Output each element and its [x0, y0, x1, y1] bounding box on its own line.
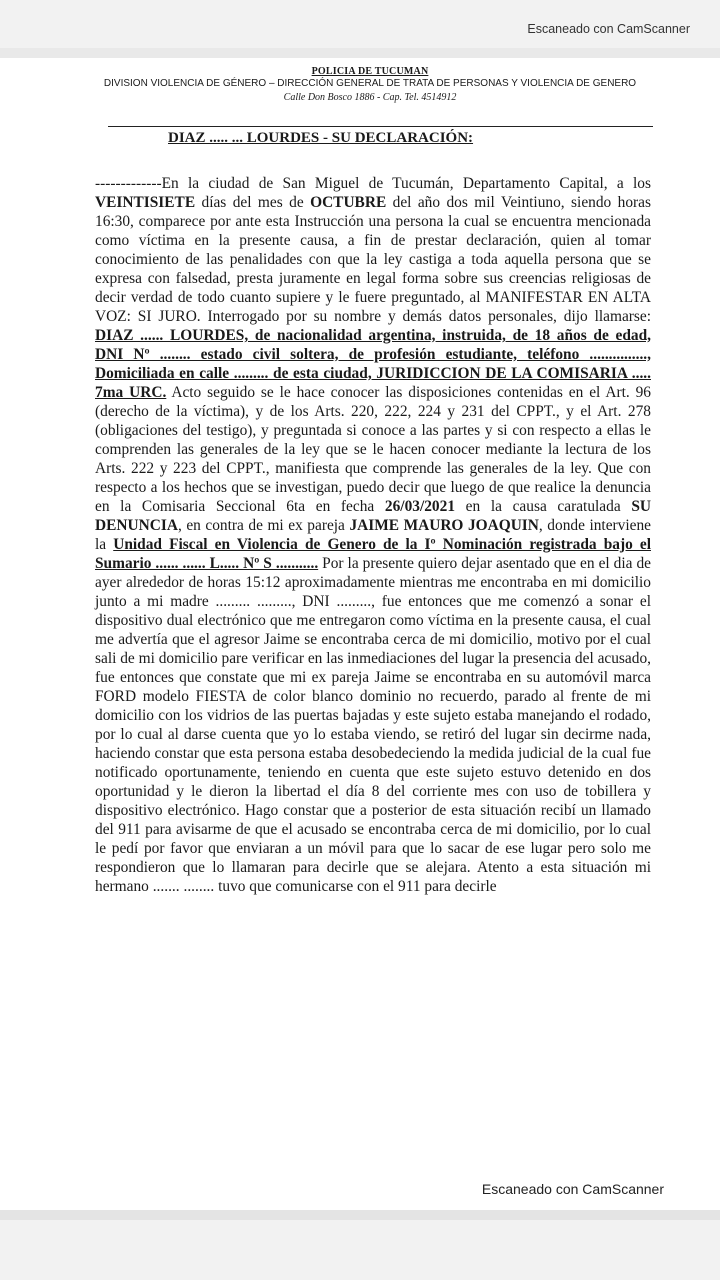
document-header	[90, 66, 650, 104]
body-intro: -------------En la ciudad de San Miguel de Tucumán, Departamento Capital, a los	[95, 175, 651, 192]
body-text-8: Por la presente quiero dejar asentado que en el dia de ayer alrededor de horas 15:12 aproximadamente mientras me encontraba en mi domicilio junto a mi madre ......... ........., DNI ........., fue entonces que me comenzó a sonar el dispositivo dual electrónico que me entregaron como víctima en la presente causa, el cual me advertía que el agresor Jaime se encontraba cerca de mi domicilio, motivo por el cual sali de mi domicilio pare verificar en las inmediaciones del lugar la presencia del acusado, fue entonces que constate que mi ex pareja Jaime se encontraba en su automóvil marca FORD modelo FIESTA de color blanco dominio no recuerdo, parado al frente de mi domicilio con los vidrios de las puertas bajadas y este sujeto estaba manejando el rodado, por lo cual al darse cuenta que yo lo estaba viendo, se retiró del lugar sin decirme nada, haciendo constar que esta persona estaba desobedeciendo la medida judicial de la cual fue notificado oportunamente, teniendo en cuenta que este sujeto estuvo detenido en dos oportunidad y le dieron la libertad el día 8 del corriente mes con uso de tobillera y dispositivo electrónico. Hago constar que a posterior de esta situación recibí un llamado del 911 para avisarme de que el acusado se encontraba cerca de mi domicilio, por lo cual le pedí por favor que enviaran a un móvil para que lo sacar de ese lugar pero solo me respondieron que lo llamaran para decirle que se alejara. Atento a esta situación mi hermano ....... ........ tuvo que comunicarse con el 911 para decirle	[95, 555, 651, 895]
body-month: OCTUBRE	[310, 194, 387, 211]
declaration-body	[95, 174, 651, 896]
header-division: DIVISION VIOLENCIA DE GÉNERO – DIRECCIÓN GENERAL DE TRATA DE PERSONAS Y VIOLENCIA DE GENERO	[103, 77, 637, 89]
body-text-3: del año dos mil Veintiuno, siendo horas 16:30, comparece por ante esta Instrucción una persona la cual se encuentra mencionada como víctima en la presente causa, a fin de prestar declaración, quien al tomar conocimiento de las penalidades con que la ley castiga a toda aquella persona que se expresa con falsedad, presta juramente en legal forma sobre sus creencias religiosas de decir verdad de todo cuanto supiere y le fuere preguntado, al MANIFESTAR EN ALTA VOZ: SI JURO. Interrogado por su nombre y demás datos personales, dijo llamarse:	[95, 194, 651, 325]
header-police: POLICIA DE TUCUMAN	[311, 66, 429, 77]
body-identity: DIAZ ...... LOURDES, de nacionalidad argentina, instruida, de 18 años de edad, DNI Nº ........ estado civil soltera, de profesión estudiante, teléfono ..............., Domiciliada en calle ......... de esta ciudad, JURIDICCION DE LA COMISARIA ..... 7ma URC.	[95, 327, 651, 401]
body-text-5: en la causa caratulada	[455, 498, 632, 515]
body-text-7: , donde interviene la	[95, 517, 651, 553]
body-text-6: , en contra de mi ex pareja	[177, 517, 350, 534]
header-address: Calle Don Bosco 1886 - Cap. Tel. 4514912	[283, 92, 457, 103]
body-text-2: días del mes de	[195, 194, 311, 211]
body-text-4: Acto seguido se le hace conocer las disposiciones contenidas en el Art. 96 (derecho de la víctima), y de los Arts. 220, 222, 224 y 231 del CPPT., y el Art. 278 (obligaciones del testigo), y preguntada si conoce a las partes y si con respecto a ellas le comprenden las generales de la ley que se le hacen conocer mediante la lectura de los Arts. 222 y 223 del CPPT., manifiesta que comprende las generales de la ley. Que con respecto a los hechos que se investigan, puedo decir que luego de que realice la denuncia en la Comisaria Seccional 6ta en fecha	[95, 384, 651, 515]
body-denuncia: SU DENUNCIA	[95, 498, 651, 534]
camscanner-watermark-bottom: Escaneado con CamScanner	[481, 1181, 664, 1197]
page-edge-bottom	[0, 1210, 720, 1220]
body-accused: JAIME MAURO JOAQUIN	[349, 517, 539, 534]
body-date: 26/03/2021	[384, 498, 456, 515]
body-unit: Unidad Fiscal en Violencia de Genero de la Iº Nominación registrada bajo el Sumario ...... ...... L..... Nº S ...........	[95, 536, 651, 572]
body-day: VEINTISIETE	[95, 194, 196, 211]
header-divider	[108, 126, 653, 127]
camscanner-watermark-top: Escaneado con CamScanner	[527, 22, 690, 36]
declaration-title: DIAZ ..... ... LOURDES - SU DECLARACIÓN:	[168, 130, 474, 146]
page-edge-top	[0, 48, 720, 58]
